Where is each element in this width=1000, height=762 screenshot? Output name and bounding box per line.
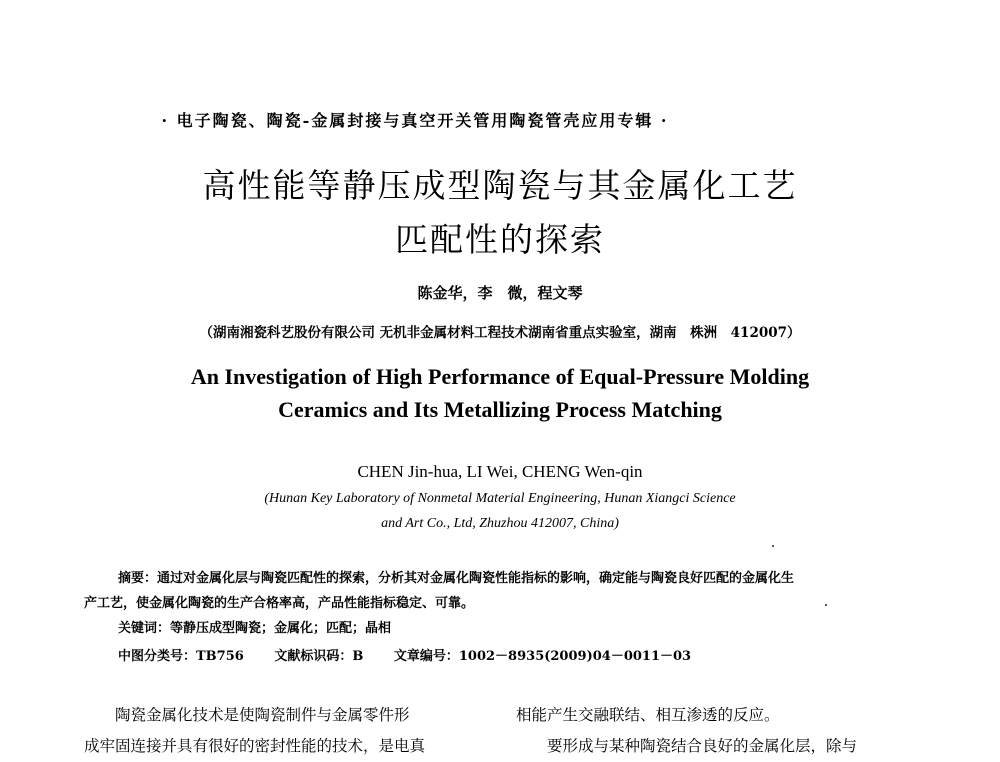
- title-en-line1: An Investigation of High Performance of Equal-Pressure Molding: [190, 364, 810, 389]
- title-cn-line2: 匹配性的探索: [395, 220, 605, 259]
- keywords-label: 关键词：: [118, 621, 171, 636]
- body-column-right: [516, 700, 936, 762]
- body-right-line2: 要形成与某种陶瓷结合良好的金属化层，除与: [547, 737, 858, 755]
- keywords: [118, 617, 391, 636]
- affiliation-en-line1: (Hunan Key Laboratory of Nonmetal Material Engineering, Hunan Xiangci Science: [264, 491, 736, 506]
- article-number: 文章编号：1002－8935(2009)04－0011－03: [393, 649, 692, 664]
- abstract-line2: 产工艺，使金属化陶瓷的生产合格率高，产品性能指标稳定、可靠。: [84, 596, 475, 611]
- body-left-line2: 成牢固连接并具有很好的密封性能的技术，是电真: [84, 737, 426, 755]
- authors-en: CHEN Jin-hua, LI Wei, CHENG Wen-qin: [357, 462, 643, 481]
- authors-cn: 陈金华，李 微，程文琴: [417, 284, 583, 302]
- title-en-line2: Ceramics and Its Metallizing Process Matching: [278, 397, 722, 422]
- clc-number: 中图分类号：TB756: [118, 649, 244, 664]
- abstract-label: 摘要：: [118, 571, 158, 586]
- classification-line: [118, 645, 717, 664]
- keywords-text: 等静压成型陶瓷；金属化；匹配；晶相: [170, 621, 392, 636]
- title-cn-line1: 高性能等静压成型陶瓷与其金属化工艺: [202, 166, 798, 205]
- scan-speck: [772, 545, 774, 547]
- document-code: 文献标识码：B: [274, 649, 364, 664]
- affiliation-cn: （湖南湘瓷科艺股份有限公司 无机非金属材料工程技术湖南省重点实验室，湖南 株洲 412007）: [199, 325, 801, 341]
- body-right-line1: 相能产生交融联结、相互渗透的反应。: [516, 706, 780, 724]
- series-header: · 电子陶瓷、陶瓷-金属封接与真空开关管用陶瓷管壳应用专辑 ·: [161, 111, 669, 130]
- affiliation-en-line2: and Art Co., Ltd, Zhuzhou 412007, China): [381, 516, 619, 531]
- abstract: [84, 566, 924, 616]
- abstract-line1: [84, 566, 924, 591]
- body-column-left: [84, 700, 504, 762]
- body-left-line1: 陶瓷金属化技术是使陶瓷制件与金属零件形: [115, 706, 410, 724]
- abstract-text-1: 通过对金属化层与陶瓷匹配性的探索，分析其对金属化陶瓷性能指标的影响，确定能与陶瓷良好匹配的金属化生: [157, 571, 795, 586]
